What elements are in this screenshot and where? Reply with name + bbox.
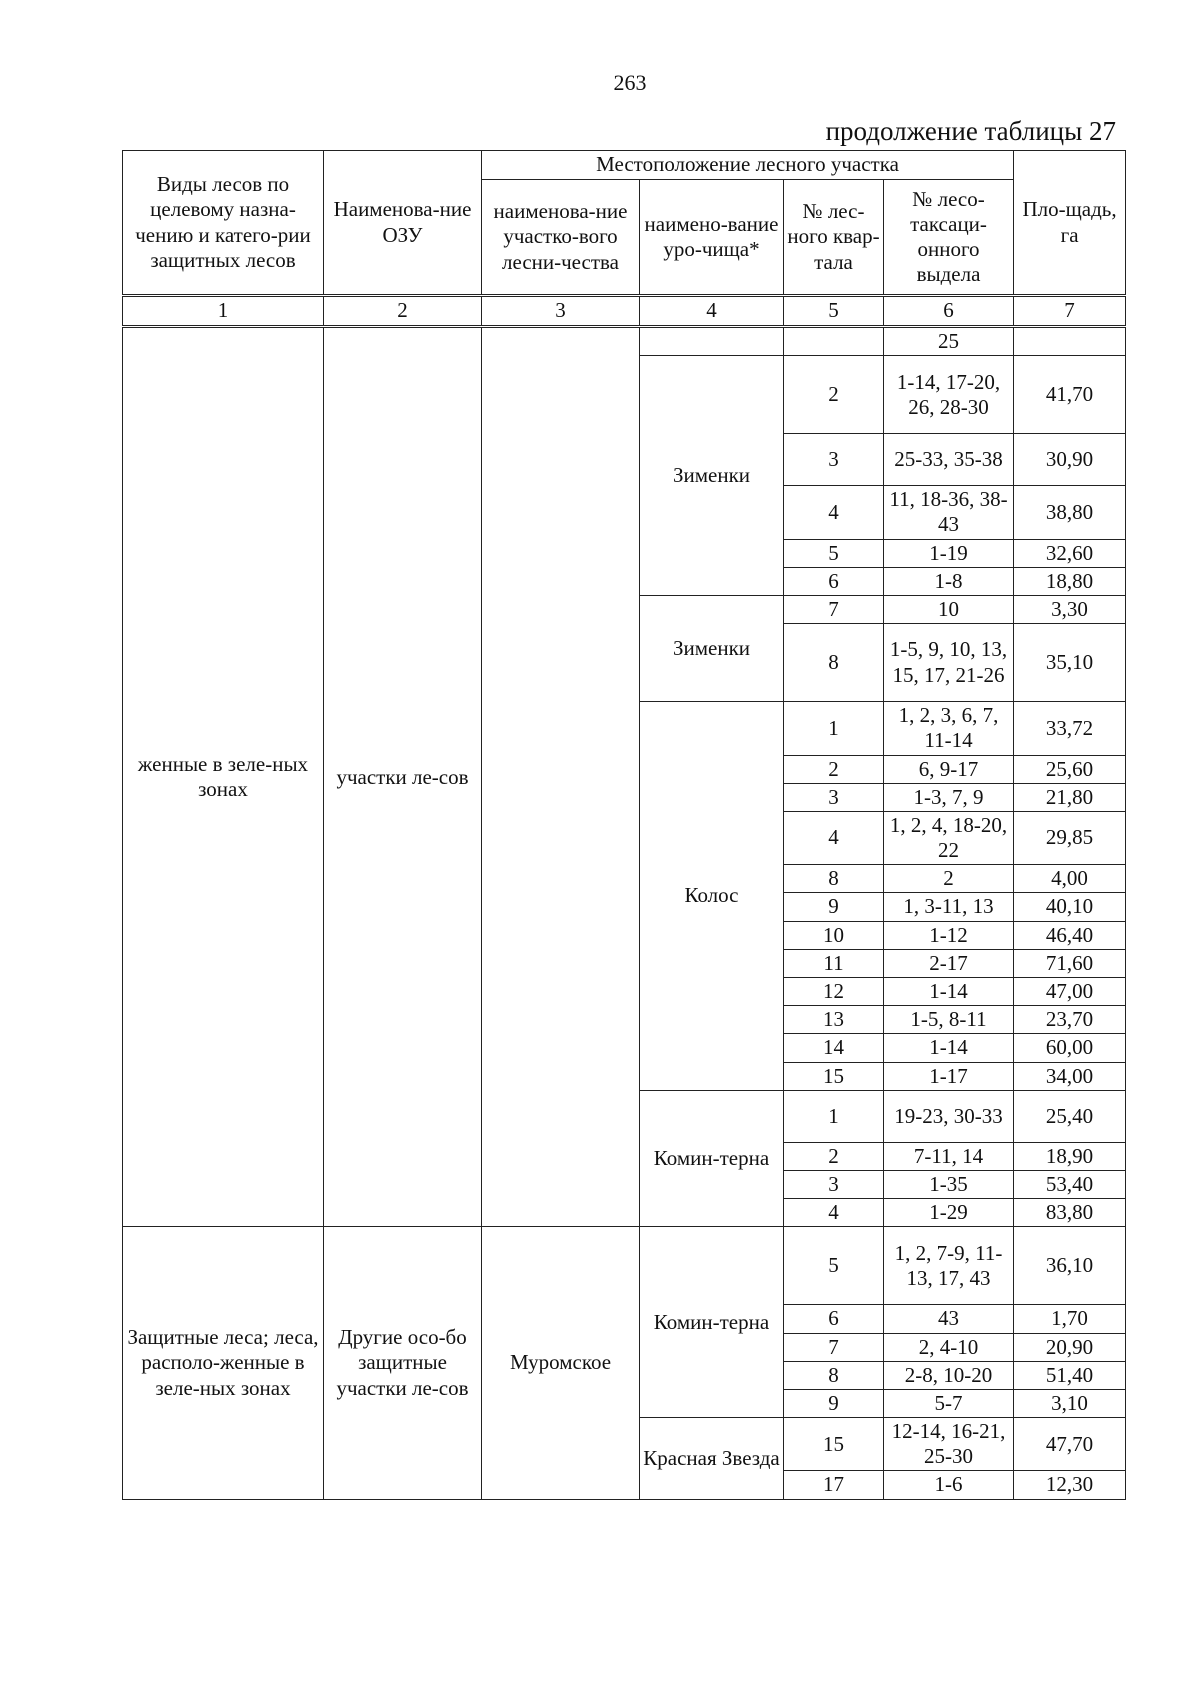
section-cell: 25	[884, 327, 1014, 356]
section-cell: 11, 18-36, 38-43	[884, 486, 1014, 539]
quarter-cell: 9	[784, 1389, 884, 1417]
area-cell: 20,90	[1014, 1333, 1126, 1361]
quarter-cell: 6	[784, 1305, 884, 1333]
quarter-cell: 9	[784, 893, 884, 921]
column-number: 7	[1014, 296, 1126, 327]
tract-cell: Красная Звезда	[640, 1418, 784, 1500]
quarter-cell: 2	[784, 1142, 884, 1170]
tract-cell: Зименки	[640, 595, 784, 701]
quarter-cell	[784, 327, 884, 356]
tract-cell: Комин-терна	[640, 1227, 784, 1418]
column-number-row	[123, 296, 1126, 327]
section-cell: 5-7	[884, 1389, 1014, 1417]
quarter-cell: 8	[784, 1361, 884, 1389]
header-forestry: наименова-ние участко-вого лесни-чества	[482, 180, 640, 296]
section-cell: 1-14	[884, 978, 1014, 1006]
section-cell: 1-3, 7, 9	[884, 783, 1014, 811]
ozu-name-cell: участки ле-сов	[324, 327, 482, 1227]
section-cell: 1-5, 8-11	[884, 1006, 1014, 1034]
quarter-cell: 5	[784, 539, 884, 567]
section-cell: 2, 4-10	[884, 1333, 1014, 1361]
area-cell: 60,00	[1014, 1034, 1126, 1062]
quarter-cell: 17	[784, 1471, 884, 1499]
area-cell: 71,60	[1014, 949, 1126, 977]
area-cell: 25,60	[1014, 755, 1126, 783]
area-cell: 35,10	[1014, 624, 1126, 702]
header-tract: наимено-вание уро-чища*	[640, 180, 784, 296]
forestry-cell	[482, 327, 640, 1227]
area-cell	[1014, 327, 1126, 356]
header-section: № лесо-таксаци-онного выдела	[884, 180, 1014, 296]
section-cell: 1-14, 17-20, 26, 28-30	[884, 356, 1014, 434]
quarter-cell: 7	[784, 595, 884, 623]
area-cell: 47,70	[1014, 1418, 1126, 1471]
section-cell: 1, 3-11, 13	[884, 893, 1014, 921]
section-cell: 1-17	[884, 1062, 1014, 1090]
section-cell: 1-12	[884, 921, 1014, 949]
quarter-cell: 4	[784, 1199, 884, 1227]
area-cell: 36,10	[1014, 1227, 1126, 1305]
forest-type-cell: женные в зеле-ных зонах	[123, 327, 324, 1227]
forest-type-cell: Защитные леса; леса, располо-женные в зеле-ных зонах	[123, 1227, 324, 1499]
area-cell: 3,10	[1014, 1389, 1126, 1417]
quarter-cell: 4	[784, 486, 884, 539]
quarter-cell: 1	[784, 702, 884, 755]
section-cell: 1, 2, 7-9, 11-13, 17, 43	[884, 1227, 1014, 1305]
area-cell: 4,00	[1014, 865, 1126, 893]
section-cell: 43	[884, 1305, 1014, 1333]
section-cell: 1-35	[884, 1170, 1014, 1198]
area-cell: 18,90	[1014, 1142, 1126, 1170]
section-cell: 1-6	[884, 1471, 1014, 1499]
tract-cell	[640, 327, 784, 356]
tract-cell: Комин-терна	[640, 1090, 784, 1227]
quarter-cell: 8	[784, 865, 884, 893]
section-cell: 1-19	[884, 539, 1014, 567]
quarter-cell: 2	[784, 755, 884, 783]
area-cell: 47,00	[1014, 978, 1126, 1006]
header-location-group: Местоположение лесного участка	[482, 151, 1014, 180]
header-forest-type: Виды лесов по целевому назна-чению и катего-рии защитных лесов	[123, 151, 324, 296]
section-cell: 2-17	[884, 949, 1014, 977]
quarter-cell: 15	[784, 1418, 884, 1471]
area-cell: 18,80	[1014, 567, 1126, 595]
area-cell: 32,60	[1014, 539, 1126, 567]
section-cell: 1-29	[884, 1199, 1014, 1227]
quarter-cell: 14	[784, 1034, 884, 1062]
table-row	[123, 1227, 1126, 1305]
area-cell: 34,00	[1014, 1062, 1126, 1090]
area-cell: 30,90	[1014, 434, 1126, 486]
section-cell: 19-23, 30-33	[884, 1090, 1014, 1142]
quarter-cell: 6	[784, 567, 884, 595]
area-cell: 41,70	[1014, 356, 1126, 434]
section-cell: 1-8	[884, 567, 1014, 595]
quarter-cell: 12	[784, 978, 884, 1006]
section-cell: 1, 2, 3, 6, 7, 11-14	[884, 702, 1014, 755]
column-number: 6	[884, 296, 1014, 327]
column-number: 3	[482, 296, 640, 327]
section-cell: 10	[884, 595, 1014, 623]
header-area: Пло-щадь, га	[1014, 151, 1126, 296]
area-cell: 33,72	[1014, 702, 1126, 755]
quarter-cell: 4	[784, 811, 884, 864]
section-cell: 12-14, 16-21, 25-30	[884, 1418, 1014, 1471]
area-cell: 51,40	[1014, 1361, 1126, 1389]
forestry-cell: Муромское	[482, 1227, 640, 1499]
area-cell: 25,40	[1014, 1090, 1126, 1142]
section-cell: 25-33, 35-38	[884, 434, 1014, 486]
column-number: 2	[324, 296, 482, 327]
table-caption: продолжение таблицы 27	[825, 116, 1116, 146]
table-row	[123, 327, 1126, 356]
quarter-cell: 3	[784, 783, 884, 811]
quarter-cell: 10	[784, 921, 884, 949]
column-number: 4	[640, 296, 784, 327]
area-cell: 23,70	[1014, 1006, 1126, 1034]
area-cell: 38,80	[1014, 486, 1126, 539]
section-cell: 1, 2, 4, 18-20, 22	[884, 811, 1014, 864]
section-cell: 1-5, 9, 10, 13, 15, 17, 21-26	[884, 624, 1014, 702]
area-cell: 40,10	[1014, 893, 1126, 921]
header-quarter: № лес-ного квар-тала	[784, 180, 884, 296]
tract-cell: Колос	[640, 702, 784, 1091]
quarter-cell: 15	[784, 1062, 884, 1090]
ozu-name-cell: Другие осо-бо защитные участки ле-сов	[324, 1227, 482, 1499]
area-cell: 46,40	[1014, 921, 1126, 949]
section-cell: 2	[884, 865, 1014, 893]
header-ozu-name: Наименова-ние ОЗУ	[324, 151, 482, 296]
area-cell: 3,30	[1014, 595, 1126, 623]
area-cell: 21,80	[1014, 783, 1126, 811]
section-cell: 7-11, 14	[884, 1142, 1014, 1170]
tract-cell: Зименки	[640, 356, 784, 596]
column-number: 1	[123, 296, 324, 327]
quarter-cell: 3	[784, 1170, 884, 1198]
quarter-cell: 11	[784, 949, 884, 977]
quarter-cell: 1	[784, 1090, 884, 1142]
page-number: 263	[613, 70, 647, 95]
quarter-cell: 3	[784, 434, 884, 486]
section-cell: 6, 9-17	[884, 755, 1014, 783]
section-cell: 1-14	[884, 1034, 1014, 1062]
forest-table	[122, 150, 1126, 1500]
quarter-cell: 7	[784, 1333, 884, 1361]
area-cell: 29,85	[1014, 811, 1126, 864]
area-cell: 1,70	[1014, 1305, 1126, 1333]
section-cell: 2-8, 10-20	[884, 1361, 1014, 1389]
area-cell: 53,40	[1014, 1170, 1126, 1198]
area-cell: 83,80	[1014, 1199, 1126, 1227]
quarter-cell: 5	[784, 1227, 884, 1305]
quarter-cell: 8	[784, 624, 884, 702]
area-cell: 12,30	[1014, 1471, 1126, 1499]
column-number: 5	[784, 296, 884, 327]
quarter-cell: 2	[784, 356, 884, 434]
quarter-cell: 13	[784, 1006, 884, 1034]
